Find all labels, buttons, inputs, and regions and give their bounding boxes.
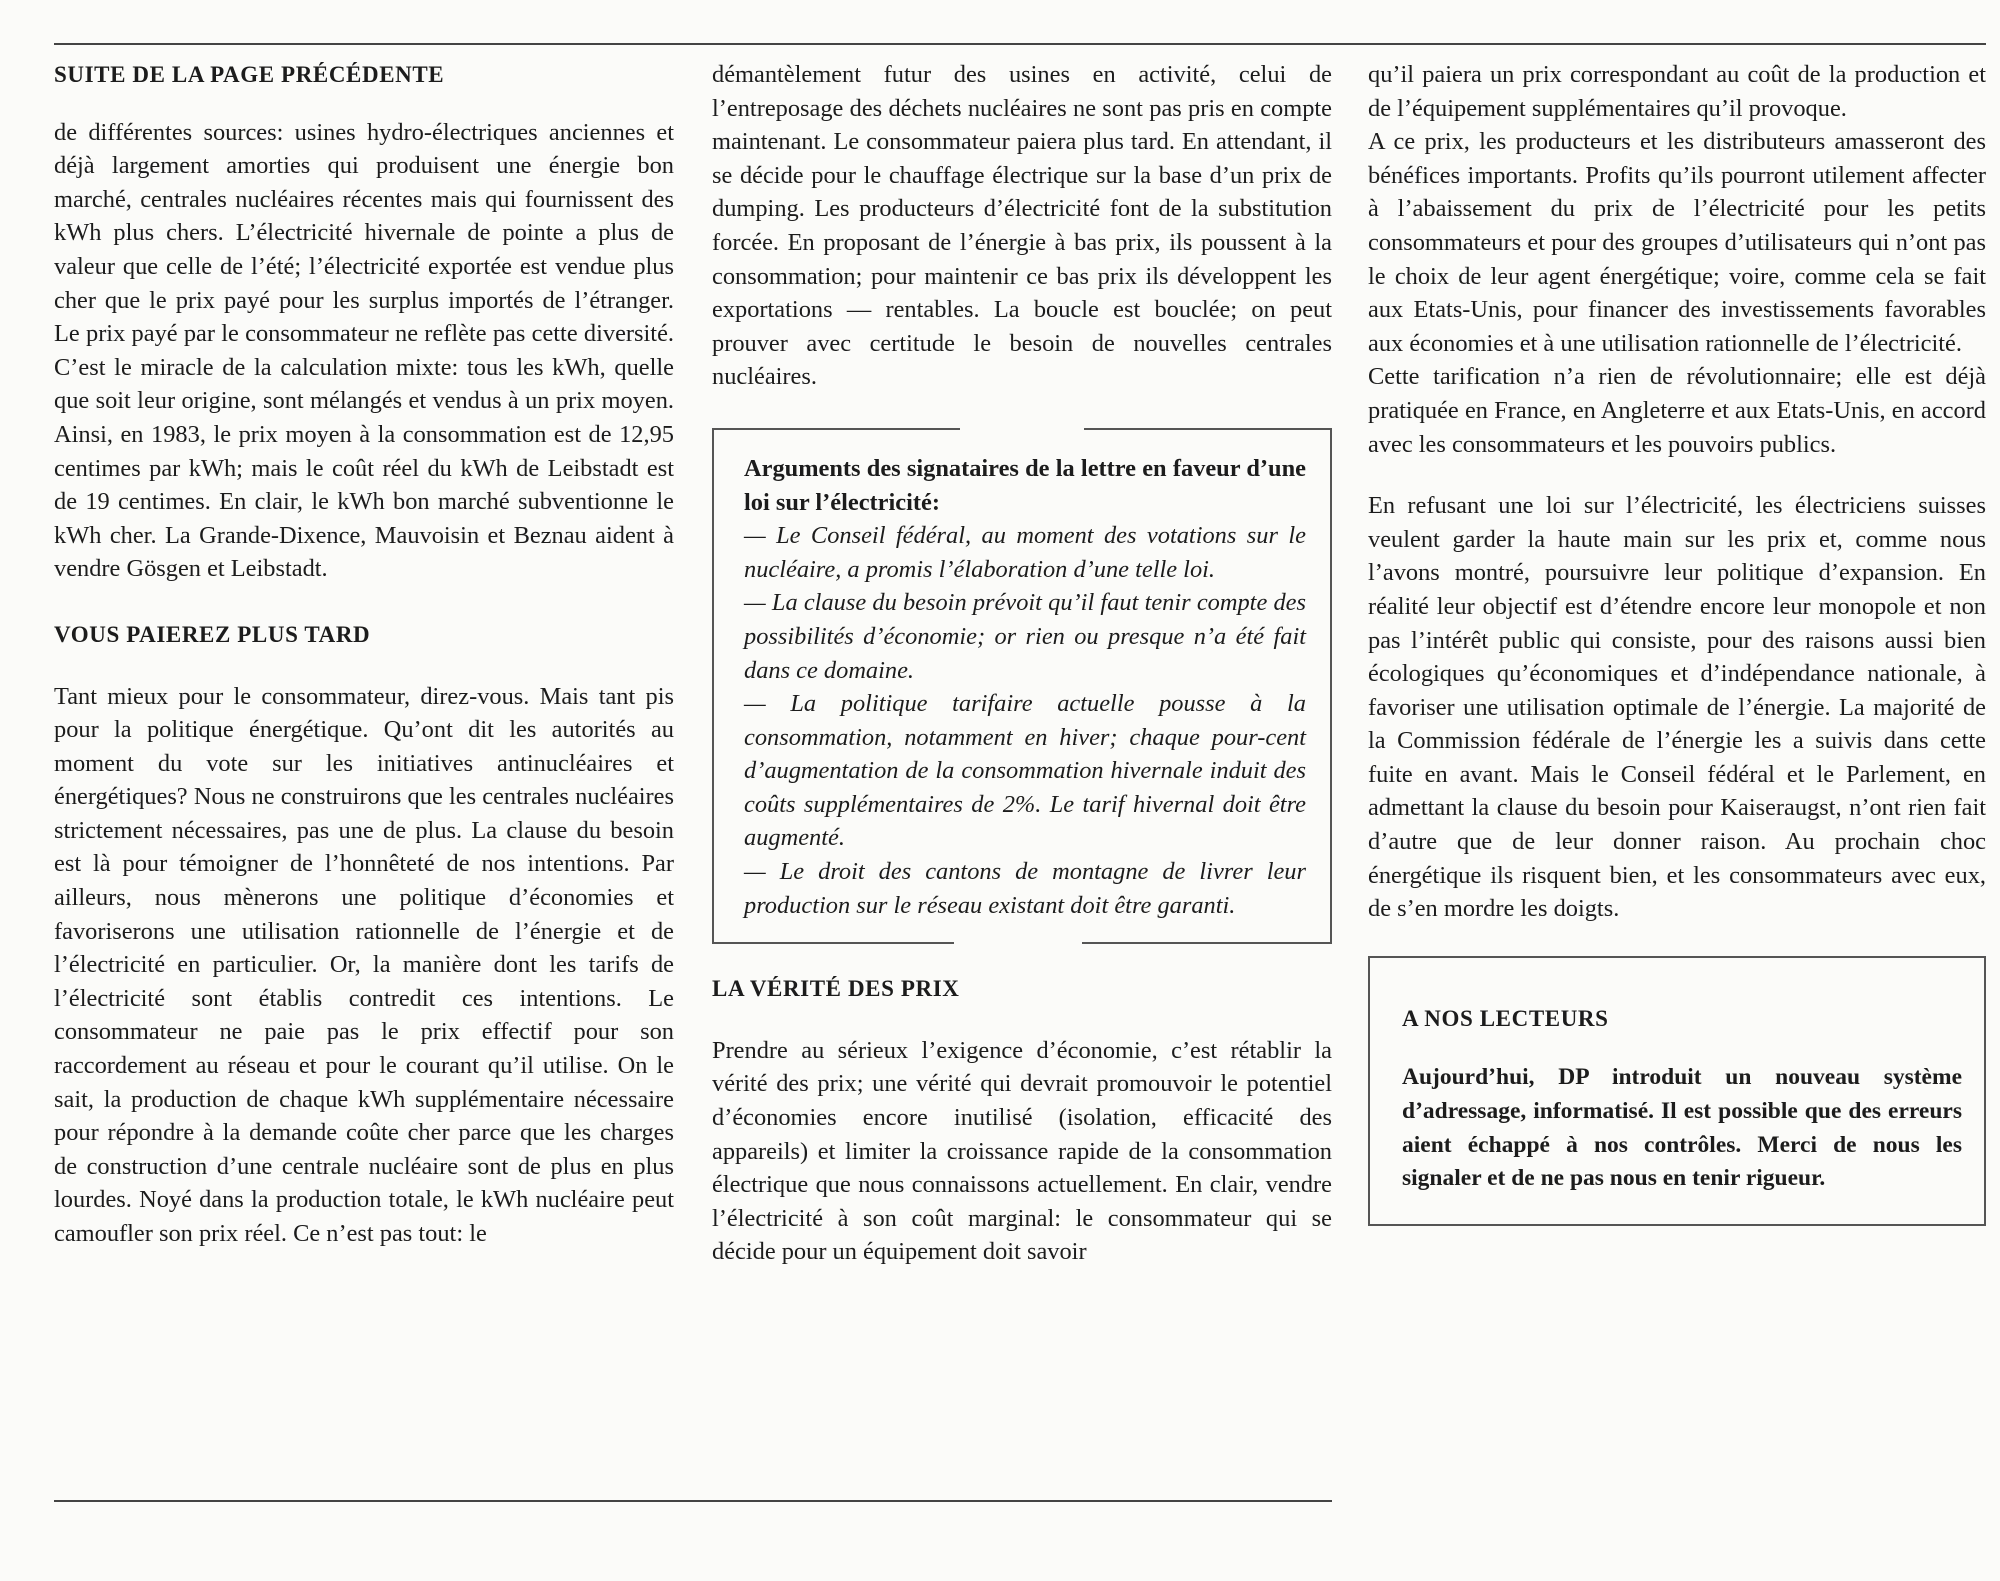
column-3 [1368, 58, 1986, 1226]
column-2 [712, 58, 1332, 1269]
col1-paragraph-2: Tant mieux pour le consommateur, direz-vous. Mais tant pis pour la politique énergétique. Qu’ont dit les autorités au moment du vote sur les initiatives antinucléaires et énergétiques? Nous ne construirons que les centrales nucléaires strictement nécessaires, pas une de plus. La clause du besoin est là pour témoigner de l’honnêteté de nos intentions. Par ailleurs, nous mènerons une politique d’économies et favoriserons une utilisation rationnelle de l’énergie et de l’électricité en particulier. Or, la manière dont les tarifs de l’électricité sont établis contredit ces intentions. Le consommateur ne paie pas le prix effectif pour son raccordement au réseau et pour le courant qu’il utilise. On le sait, la production de chaque kWh supplémentaire nécessaire pour répondre à la demande coûte cher parce que les charges de construction d’une centrale nucléaire sont de plus en plus lourdes. Noyé dans la production totale, le kWh nucléaire peut camoufler son prix réel. Ce n’est pas tout: le [54, 682, 674, 1247]
col2-paragraph-2: Prendre au sérieux l’exigence d’économie, c’est rétablir la vérité des prix; une vérité qui devrait promouvoir le potentiel d’économies encore inutilisé (isolation, efficacité des appareils) et limiter la croissance rapide de la consommation électrique que nous connaissons actuellement. En clair, vendre l’électricité à son coût marginal: le consommateur qui se décide pour un équipement doit savoir [712, 1036, 1332, 1266]
col1-paragraph-1: de différentes sources: usines hydro-électriques anciennes et déjà largement amorties qui produisent une énergie bon marché, centrales nucléaires récentes mais qui fournissent des kWh plus chers. L’électricité hivernale de pointe a plus de valeur que celle de l’été; l’électricité exportée est vendue plus cher que le prix payé pour les surplus importés de l’étranger. Le prix payé par le consommateur ne reflète pas cette diversité. C’est le miracle de la calculation mixte: tous les kWh, quelle que soit leur origine, sont mélangés et vendus à un prix moyen. Ainsi, en 1983, le prix moyen à la consommation est de 12,95 centimes par kWh; mais le coût réel du kWh de Leibstadt est de 19 centimes. En clair, le kWh bon marché subventionne le kWh cher. La Grande-Dixence, Mauvoisin et Beznau aident à vendre Gösgen et Leibstadt. [54, 118, 674, 583]
col3-paragraph-3: Cette tarification n’a rien de révolutionnaire; elle est déjà pratiquée en France, en Angleterre et aux Etats-Unis, en accord avec les consommateurs et les pouvoirs publics. [1368, 363, 1986, 458]
arguments-lead: Arguments des signataires de la lettre en faveur d’une loi sur l’électricité: [744, 454, 1306, 516]
top-rule [54, 43, 1986, 45]
argument-item: — La politique tarifaire actuelle pousse à la consommation, notamment en hiver; chaque pour-cent d’augmentation de la consommation hivernale induit des coûts supplémentaires de 2%. Le tarif hivernal doit être augmenté. [744, 690, 1306, 852]
column-1 [54, 58, 674, 1251]
heading-verite-des-prix: LA VÉRITÉ DES PRIX [712, 976, 960, 1002]
readers-text: Aujourd’hui, DP introduit un nouveau système d’adressage, informatisé. Il est possible que des erreurs aient échappé à nos contrôles. Merci de nous les signaler et de ne pas nous en tenir rigueur. [1402, 1064, 1962, 1192]
argument-item: — Le droit des cantons de montagne de livrer leur production sur le réseau existant doit être garanti. [744, 858, 1306, 919]
col2-paragraph-1: démantèlement futur des usines en activité, celui de l’entreposage des déchets nucléaires ne sont pas pris en compte maintenant. Le consommateur paiera plus tard. En attendant, il se décide pour le chauffage électrique sur la base d’un prix de dumping. Les producteurs d’électricité font de la substitution forcée. En proposant de l’énergie à bas prix, ils poussent à la consommation; pour maintenir ce bas prix ils développent les exportations — rentables. La boucle est bouclée; on peut prouver avec certitude le besoin de nouvelles centrales nucléaires. [712, 61, 1332, 391]
readers-notice-box [1368, 956, 1986, 1226]
readers-heading: A NOS LECTEURS [1402, 1005, 1609, 1031]
bottom-rule [54, 1500, 1332, 1502]
col3-paragraph-2: A ce prix, les producteurs et les distributeurs amasseront des bénéfices importants. Profits qu’ils pourront utilement affecter à l’abaissement du prix de l’électricité pour les petits consommateurs et pour des groupes d’utilisateurs qui n’ont pas le choix de leur agent énergétique; voire, comme cela se fait aux Etats-Unis, pour financer des investissements favorables aux économies et à une utilisation rationnelle de l’électricité. [1368, 128, 1986, 357]
col3-paragraph-1: qu’il paiera un prix correspondant au coût de la production et de l’équipement supplémentaires qu’il provoque. [1368, 61, 1986, 122]
col3-paragraph-4: En refusant une loi sur l’électricité, les électriciens suisses veulent garder la haute main sur les prix et, comme nous l’avons montré, poursuivre leur politique d’expansion. En réalité leur objectif est d’étendre encore leur monopole et non pas l’intérêt public qui consiste, pour des raisons aussi bien écologiques qu’économiques et d’indépendance nationale, à favoriser une utilisation optimale de l’énergie. La majorité de la Commission fédérale de l’énergie les a suivis dans cette fuite en avant. Mais le Conseil fédéral et le Parlement, en admettant la clause du besoin pour Kaiseraugst, n’ont rien fait d’autre que de leur donner raison. Au prochain choc énergétique ils risquent bien, et les consommateurs avec eux, de s’en mordre les doigts. [1368, 492, 1986, 923]
arguments-box [712, 428, 1332, 944]
heading-vous-paierez: VOUS PAIEREZ PLUS TARD [54, 621, 371, 647]
heading-suite: SUITE DE LA PAGE PRÉCÉDENTE [54, 62, 445, 87]
argument-item: — La clause du besoin prévoit qu’il faut tenir compte des possibilités d’économie; or rien ou presque n’a été fait dans ce domaine. [744, 589, 1306, 684]
argument-item: — Le Conseil fédéral, au moment des votations sur le nucléaire, a promis l’élaboration d’une telle loi. [744, 522, 1306, 583]
